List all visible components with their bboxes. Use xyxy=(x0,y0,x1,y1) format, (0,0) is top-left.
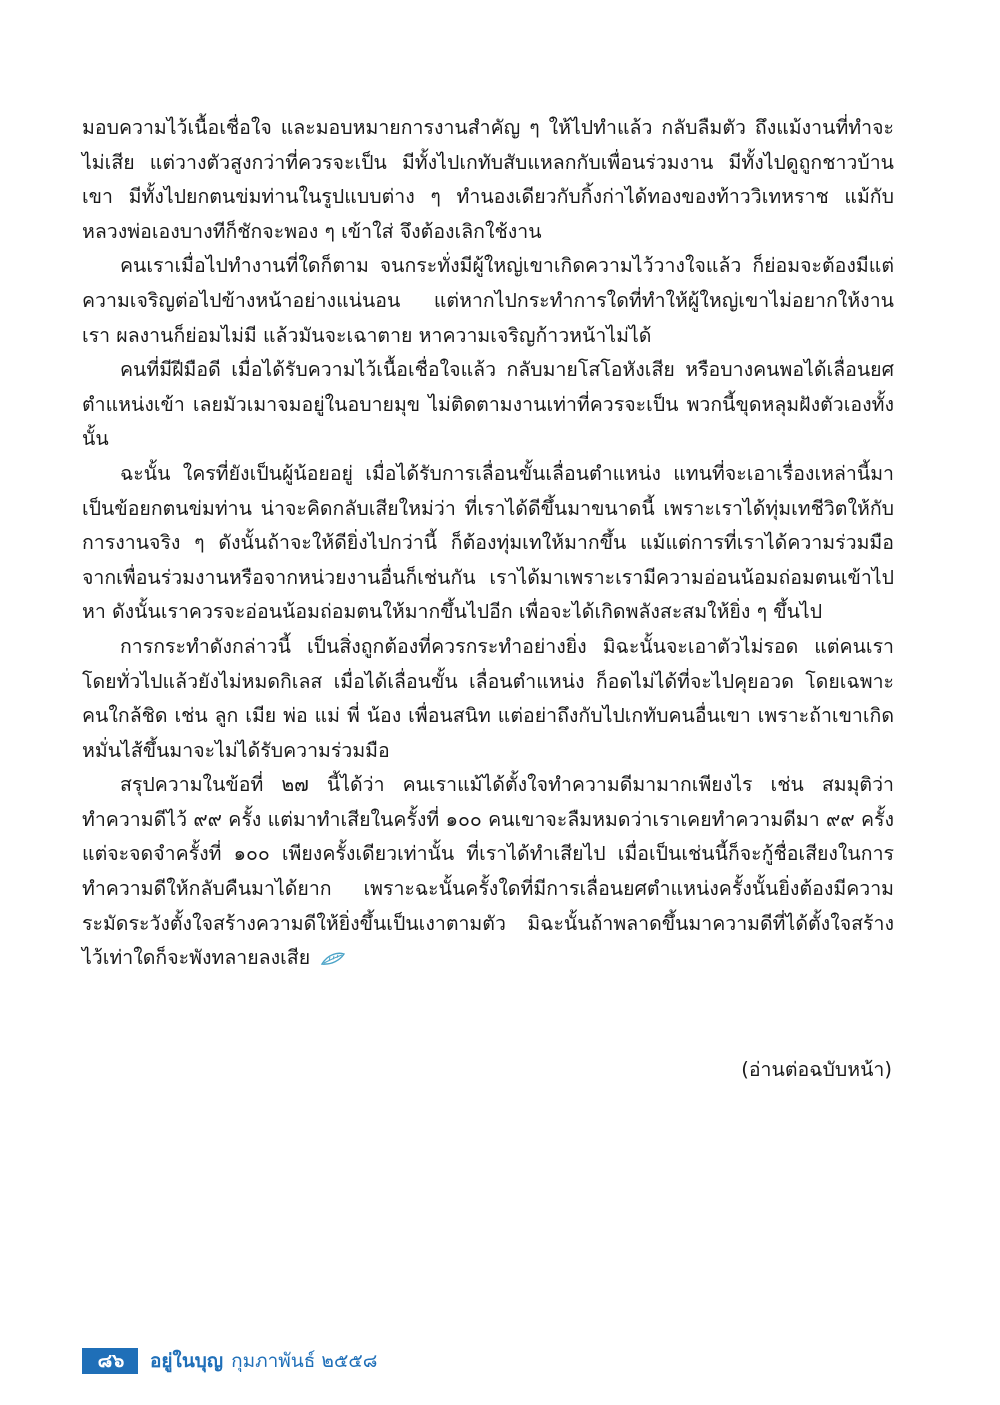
article-body xyxy=(82,111,894,976)
paragraph: การกระทำดังกล่าวนี้ เป็นสิ่งถูกต้องที่ควรกระทำอย่างยิ่ง มิฉะนั้นจะเอาตัวไม่รอด แต่คนเราโดยทั่วไปแล้วยังไม่หมดกิเลส เมื่อได้เลื่อนขั้น เลื่อนตำแหน่ง ก็อดไม่ได้ที่จะไปคุยอวด โดยเฉพาะคนใกล้ชิด เช่น ลูก เมีย พ่อ แม่ พี่ น้อง เพื่อนสนิท แต่อย่าถึงกับไปเกทับคนอื่นเขา เพราะถ้าเขาเกิดหมั่นไส้ขึ้นมาจะไม่ได้รับความร่วมมือ xyxy=(82,634,894,762)
paragraph-last-text: สรุปความในข้อที่ ๒๗ นี้ได้ว่า คนเราแม้ได้ตั้งใจทำความดีมามากเพียงไร เช่น สมมุติว่าทำความดีไว้ ๙๙ ครั้ง แต่มาทำเสียในครั้งที่ ๑๐๐ คนเขาจะลืมหมดว่าเราเคยทำความดีมา ๙๙ ครั้ง แต่จะจดจำครั้งที่ ๑๐๐ เพียงครั้งเดียวเท่านั้น ที่เราได้ทำเสียไป เมื่อเป็นเช่นนี้ก็จะกู้ชื่อเสียงในการทำความดีให้กลับคืนมาได้ยาก เพราะฉะนั้นครั้งใดที่มีการเลื่อนยศตำแหน่งครั้งนั้นยิ่งต้องมีความระมัดระวังตั้งใจสร้างความดีให้ยิ่งขึ้นเป็นเงาตามตัว มิฉะนั้นถ้าพลาดขึ้นมาความดีที่ได้ตั้งใจสร้างไว้เท่าใดก็จะพังทลายลงเสีย xyxy=(82,773,894,970)
page-number: ๘๖ xyxy=(82,1348,138,1374)
magazine-title: อยู่ในบุญ xyxy=(150,1350,224,1372)
page-footer xyxy=(82,1348,377,1374)
continue-next-issue-note: (อ่านต่อฉบับหน้า) xyxy=(741,1058,892,1081)
issue-date: กุมภาพันธ์ ๒๕๕๘ xyxy=(231,1350,378,1372)
leaf-ornament-icon xyxy=(320,952,346,966)
paragraph: ฉะนั้น ใครที่ยังเป็นผู้น้อยอยู่ เมื่อได้รับการเลื่อนขั้นเลื่อนตำแหน่ง แทนที่จะเอาเรื่องเหล่านี้มาเป็นข้อยกตนข่มท่าน น่าจะคิดกลับเสียใหม่ว่า ที่เราได้ดีขึ้นมาขนาดนี้ เพราะเราได้ทุ่มเทชีวิตให้กับการงานจริง ๆ ดังนั้นถ้าจะให้ดียิ่งไปกว่านี้ ก็ต้องทุ่มเทให้มากขึ้น แม้แต่การที่เราได้ความร่วมมือจากเพื่อนร่วมงานหรือจากหน่วยงานอื่นก็เช่นกัน เราได้มาเพราะเรามีความอ่อนน้อมถ่อมตนเข้าไปหา ดังนั้นเราควรจะอ่อนน้อมถ่อมตนให้มากขึ้นไปอีก เพื่อจะได้เกิดพลังสะสมให้ยิ่ง ๆ ขึ้นไป xyxy=(82,461,894,624)
paragraph: คนเราเมื่อไปทำงานที่ใดก็ตาม จนกระทั่งมีผู้ใหญ่เขาเกิดความไว้วางใจแล้ว ก็ย่อมจะต้องมีแต่ความเจริญต่อไปข้างหน้าอย่างแน่นอน แต่หากไปกระทำการใดที่ทำให้ผู้ใหญ่เขาไม่อยากให้งานเรา ผลงานก็ย่อมไม่มี แล้วมันจะเฉาตาย หาความเจริญก้าวหน้าไม่ได้ xyxy=(82,254,894,347)
paragraph: คนที่มีฝีมือดี เมื่อได้รับความไว้เนื้อเชื่อใจแล้ว กลับมายโสโอหังเสีย หรือบางคนพอได้เลื่อนยศตำแหน่งเข้า เลยมัวเมาจมอยู่ในอบายมุข ไม่ติดตามงานเท่าที่ควรจะเป็น พวกนี้ขุดหลุมฝังตัวเองทั้งนั้น xyxy=(82,358,894,451)
paragraph: มอบความไว้เนื้อเชื่อใจ และมอบหมายการงานสำคัญ ๆ ให้ไปทำแล้ว กลับลืมตัว ถึงแม้งานที่ทำจะไม่เสีย แต่วางตัวสูงกว่าที่ควรจะเป็น มีทั้งไปเกทับสับแหลกกับเพื่อนร่วมงาน มีทั้งไปดูถูกชาวบ้านเขา มีทั้งไปยกตนข่มท่านในรูปแบบต่าง ๆ ทำนองเดียวกับกิ้งก่าได้ทองของท้าววิเทหราช แม้กับหลวงพ่อเองบางทีก็ชักจะพอง ๆ เข้าใส่ จึงต้องเลิกใช้งาน xyxy=(82,116,894,243)
paragraph-last xyxy=(82,768,894,976)
